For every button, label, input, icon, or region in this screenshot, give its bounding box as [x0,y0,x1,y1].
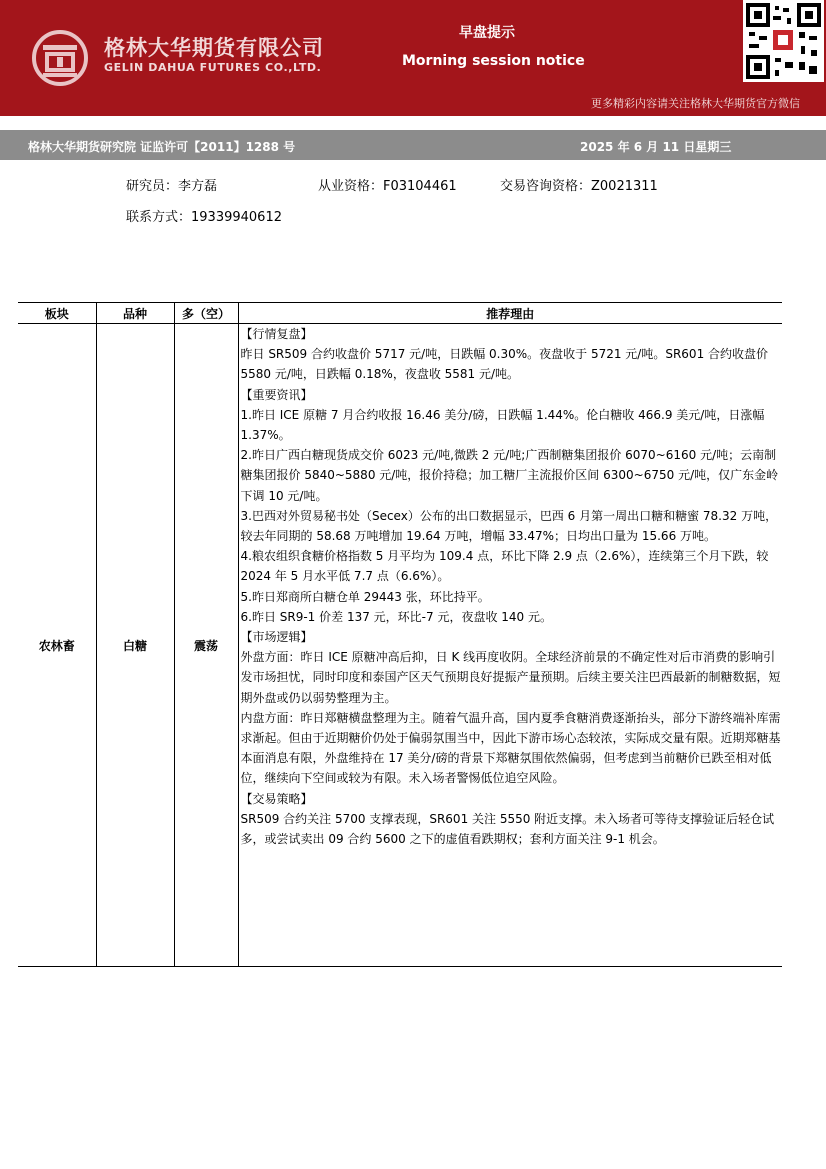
cell-reason [238,324,782,967]
report-title-cn: 早盘提示 [459,25,515,41]
institute-license: 格林大华期货研究院 证监许可【2011】1288 号 [28,140,296,154]
logic-domestic: 内盘方面：昨日郑糖横盘整理为主。随着气温升高，国内夏季食糖消费逐渐抬头，部分下游终端补库需求渐起。但由于近期糖价仍处于偏弱氛围当中，因此下游市场心态较浓，实际成交量有限。近期郑糖基本面消息有限，外盘维持在 17 美分/磅的背景下郑糖氛围依然偏弱，但考虑到当前糖价已跌至相对低位，继续向下空间或较为有限。未入场者警惕低位追空风险。 [240,710,781,786]
researcher-name: 研究员：李方磊 [126,179,218,194]
contact-phone: 联系方式：19339940612 [126,210,282,225]
table-header-row [18,303,782,324]
review-paragraph: 昨日 SR509 合约收盘价 5717 元/吨，日跌幅 0.30%。夜盘收于 5721 元/吨。SR601 合约收盘价 5580 元/吨，日跌幅 0.18%，夜盘收 5581 元/吨。 [240,347,769,382]
news-item-3: 3.巴西对外贸易秘书处（Secex）公布的出口数据显示，巴西 6 月第一周出口糖和糖蜜 78.32 万吨，较去年同期的 58.68 万吨增加 19.64 万吨，增幅 33.47%；日均出口量为 15.66 万吨。 [240,508,778,544]
consult-qualification: 交易咨询资格：Z0021311 [500,179,658,194]
header-reason: 推荐理由 [238,303,782,324]
news-item-4: 4.粮农组织食糖价格指数 5 月平均为 109.4 点，环比下降 2.9 点（2.6%），连续第三个月下跌，较 2024 年 5 月水平低 7.7 点（6.6%）。 [240,549,769,584]
section-strategy-heading: 【交易策略】 [240,791,313,806]
news-item-2: 2.昨日广西白糖现货成交价 6023 元/吨,微跌 2 元/吨;广西制糖集团报价 6070~6160 元/吨；云南制糖集团报价 5840~5880 元/吨，报价持稳；加工糖厂主流报价区间 6300~6750 元/吨，仅广东金岭下调 10 元/吨。 [240,448,779,503]
company-logo-icon [30,28,90,88]
header-sector: 板块 [18,303,96,324]
qr-code-icon [743,0,824,82]
cell-sector: 农林畜 [18,324,96,967]
recommendation-table [18,302,782,967]
strategy-paragraph: SR509 合约关注 5700 支撑表现，SR601 关注 5550 附近支撑。未入场者可等待支撑验证后轻仓试多，或尝试卖出 09 合约 5600 之下的虚值看跌期权；套利方面关注 9-1 机会。 [240,811,775,847]
logic-external: 外盘方面：昨日 ICE 原糖冲高后抑，日 K 线再度收阴。全球经济前景的不确定性对后市消费的影响引发市场担忧，同时印度和泰国产区天气预期良好提振产量预期。后续主要关注巴西最新的制糖数据，短期外盘或仍以弱势整理为主。 [240,650,781,705]
report-title-en: Morning session notice [402,53,585,69]
cell-direction: 震荡 [174,324,238,967]
header-direction: 多（空） [174,303,238,324]
header-banner [0,0,826,116]
news-item-5: 5.昨日郑商所白糖仓单 29443 张，环比持平。 [240,589,490,604]
news-item-1: 1.昨日 ICE 原糖 7 月合约收报 16.46 美分/磅，日跌幅 1.44%。伦白糖收 466.9 美元/吨，日涨幅 1.37%。 [240,407,765,443]
company-name-en: GELIN DAHUA FUTURES CO.,LTD. [104,61,322,74]
company-name-cn: 格林大华期货有限公司 [104,36,324,60]
section-review-heading: 【行情复盘】 [240,327,313,341]
practice-qualification: 从业资格：F03104461 [318,179,457,194]
institute-band [0,130,826,160]
cell-variety: 白糖 [96,324,174,967]
report-date: 2025 年 6 月 11 日星期三 [580,140,732,154]
section-news-heading: 【重要资讯】 [240,387,313,402]
wechat-promo-text: 更多精彩内容请关注格林大华期货官方微信 [591,97,800,110]
header-variety: 品种 [96,303,174,324]
section-logic-heading: 【市场逻辑】 [240,630,313,645]
news-item-6: 6.昨日 SR9-1 价差 137 元，环比-7 元，夜盘收 140 元。 [240,609,552,624]
table-row [18,324,782,967]
